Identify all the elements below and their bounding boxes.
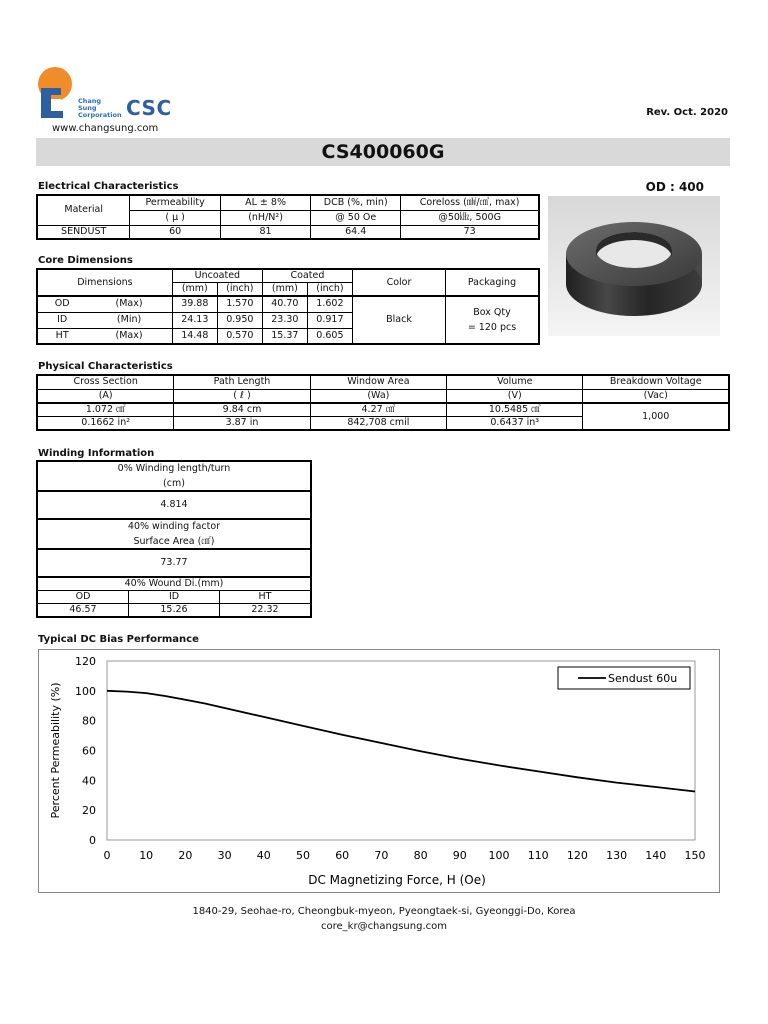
winding-length-label: 0% Winding length/turn [117,462,231,474]
surface-area-label: Surface Area (㎠) [133,535,215,547]
winding-factor-label: 40% winding factor [127,520,221,532]
ht-coated-inch: 0.605 [307,328,352,344]
window-area-metric: 4.27 ㎠ [310,403,446,417]
h-cross-section: Cross Section [37,375,174,389]
x-tick-label: 10 [139,849,154,862]
cell-al: 81 [220,225,310,239]
wound-id-value: 15.26 [129,604,220,618]
od-uncoated-mm: 39.88 [172,296,217,312]
id-uncoated-mm: 24.13 [172,312,217,328]
path-length-metric: 9.84 cm [174,403,310,417]
cell-permeability: 60 [130,225,221,239]
electrical-title: Electrical Characteristics [38,181,179,192]
revision-label: Rev. Oct. 2020 [646,107,728,118]
x-tick-label: 90 [452,849,467,862]
h-uncoated-mm: (mm) [172,283,217,297]
h-coated-mm: (mm) [262,283,307,297]
core-photo [548,196,720,336]
y-tick-label: 100 [75,684,96,698]
od-coated-mm: 40.70 [262,296,307,312]
h-permeability: Permeability [130,195,221,210]
y-tick-label: 20 [82,804,96,818]
path-length-imperial: 3.87 in [174,417,310,431]
y-tick-label: 60 [82,744,96,758]
title-bar [36,138,730,166]
id-coated-inch: 0.917 [307,312,352,328]
surface-area-value: 73.77 [37,549,311,577]
packaging-line-2: = 120 pcs [467,321,517,333]
dc-bias-chart [39,650,719,892]
y-tick-label: 80 [82,714,96,728]
legend-label: Sendust 60u [608,672,678,685]
volume-imperial: 0.6437 in³ [447,417,583,431]
h-breakdown: Breakdown Voltage [583,375,729,389]
h-volume-unit: (V) [447,389,583,403]
footer-address: 1840-29, Seohae-ro, Cheongbuk-myeon, Pyeongtaek-si, Gyeonggi-Do, Korea [192,906,576,917]
physical-table [36,374,730,431]
dim-id: ID [37,312,86,328]
h-coated: Coated [262,269,352,283]
h-al-unit: (nH/N²) [220,210,310,225]
physical-title: Physical Characteristics [38,361,173,372]
wound-di-header: 40% Wound Di.(mm) [37,577,311,591]
h-breakdown-unit: (Vac) [583,389,729,403]
h-uncoated: Uncoated [172,269,262,283]
toroid-core-icon [548,196,720,336]
brand-line-1: Chang [78,97,102,105]
y-tick-label: 40 [82,774,96,788]
wound-od-header: OD [37,591,129,604]
packaging-value [446,296,540,344]
h-dimensions: Dimensions [37,269,172,296]
dim-od: OD [37,296,86,312]
wound-ht-header: HT [220,591,312,604]
od-label: OD : 400 [645,180,704,194]
breakdown-value: 1,000 [583,403,729,430]
y-tick-label: 0 [89,834,96,847]
wound-ht-value: 22.32 [220,604,312,618]
x-tick-label: 50 [296,849,310,862]
x-tick-label: 70 [374,849,389,862]
dim-od-limit: (Max) [86,296,172,312]
h-dcb: DCB (%, min) [311,195,401,210]
h-path-length: Path Length [174,375,310,389]
series-line [107,691,695,792]
core-title: Core Dimensions [38,255,133,266]
h-al: AL ± 8% [220,195,310,210]
volume-metric: 10.5485 ㎤ [447,403,583,417]
h-coreloss: Coreloss (㎽/㎤, max) [401,195,539,210]
id-coated-mm: 23.30 [262,312,307,328]
cell-coreloss: 73 [401,225,539,239]
x-tick-label: 150 [684,849,706,862]
h-uncoated-inch: (inch) [217,283,262,297]
brand-short: CSC [126,96,172,120]
h-path-length-unit: ( ℓ ) [174,389,310,403]
y-tick-label: 120 [75,655,96,668]
chart-frame [38,649,720,893]
x-tick-label: 40 [256,849,271,862]
od-coated-inch: 1.602 [307,296,352,312]
x-tick-label: 140 [645,849,667,862]
core-table [36,268,540,345]
winding-length-header [37,461,311,491]
wound-id-header: ID [129,591,220,604]
dim-ht: HT [37,328,86,344]
h-packaging: Packaging [446,269,540,296]
x-tick-label: 80 [413,849,428,862]
h-color: Color [353,269,446,296]
surface-area-header [37,519,311,549]
x-axis-label: DC Magnetizing Force, H (Oe) [308,873,486,887]
x-tick-label: 0 [103,849,111,862]
x-tick-label: 110 [527,849,549,862]
cross-section-metric: 1.072 ㎠ [37,403,174,417]
ht-coated-mm: 15.37 [262,328,307,344]
wound-od-value: 46.57 [37,604,129,618]
winding-length-unit: (cm) [163,477,185,489]
winding-length-value: 4.814 [37,491,311,519]
x-tick-label: 30 [217,849,232,862]
brand-line-2: Sung [78,104,97,112]
h-cross-section-unit: (A) [37,389,174,403]
x-tick-label: 120 [566,849,588,862]
h-volume: Volume [447,375,583,389]
website-link[interactable]: www.changsung.com [52,123,159,134]
x-tick-label: 100 [488,849,510,862]
x-tick-label: 130 [606,849,628,862]
winding-title: Winding Information [38,448,155,459]
logo-mark-icon [36,66,76,120]
brand-line-3: Corporation [78,111,122,119]
h-window-area: Window Area [310,375,446,389]
ht-uncoated-inch: 0.570 [217,328,262,344]
y-axis-label: Percent Permeability (%) [49,682,62,819]
ht-uncoated-mm: 14.48 [172,328,217,344]
h-window-area-unit: (Wa) [310,389,446,403]
cross-section-imperial: 0.1662 in² [37,417,174,431]
h-material: Material [37,195,130,225]
packaging-line-1: Box Qty [473,306,511,318]
id-uncoated-inch: 0.950 [217,312,262,328]
h-coreloss-unit: @50㎑, 500G [401,210,539,225]
h-coated-inch: (inch) [307,283,352,297]
window-area-imperial: 842,708 cmil [310,417,446,431]
cell-material: SENDUST [37,225,130,239]
footer-email[interactable]: core_kr@changsung.com [321,921,447,932]
color-value: Black [353,296,446,344]
od-uncoated-inch: 1.570 [217,296,262,312]
part-number: CS400060G [321,141,445,163]
winding-table [36,460,312,618]
x-tick-label: 20 [178,849,193,862]
x-tick-label: 60 [335,849,350,862]
electrical-table [36,194,540,240]
h-permeability-unit: ( μ ) [130,210,221,225]
dim-ht-limit: (Max) [86,328,172,344]
chart-title: Typical DC Bias Performance [38,634,199,645]
cell-dcb: 64.4 [311,225,401,239]
h-dcb-unit: @ 50 Oe [311,210,401,225]
dim-id-limit: (Min) [86,312,172,328]
